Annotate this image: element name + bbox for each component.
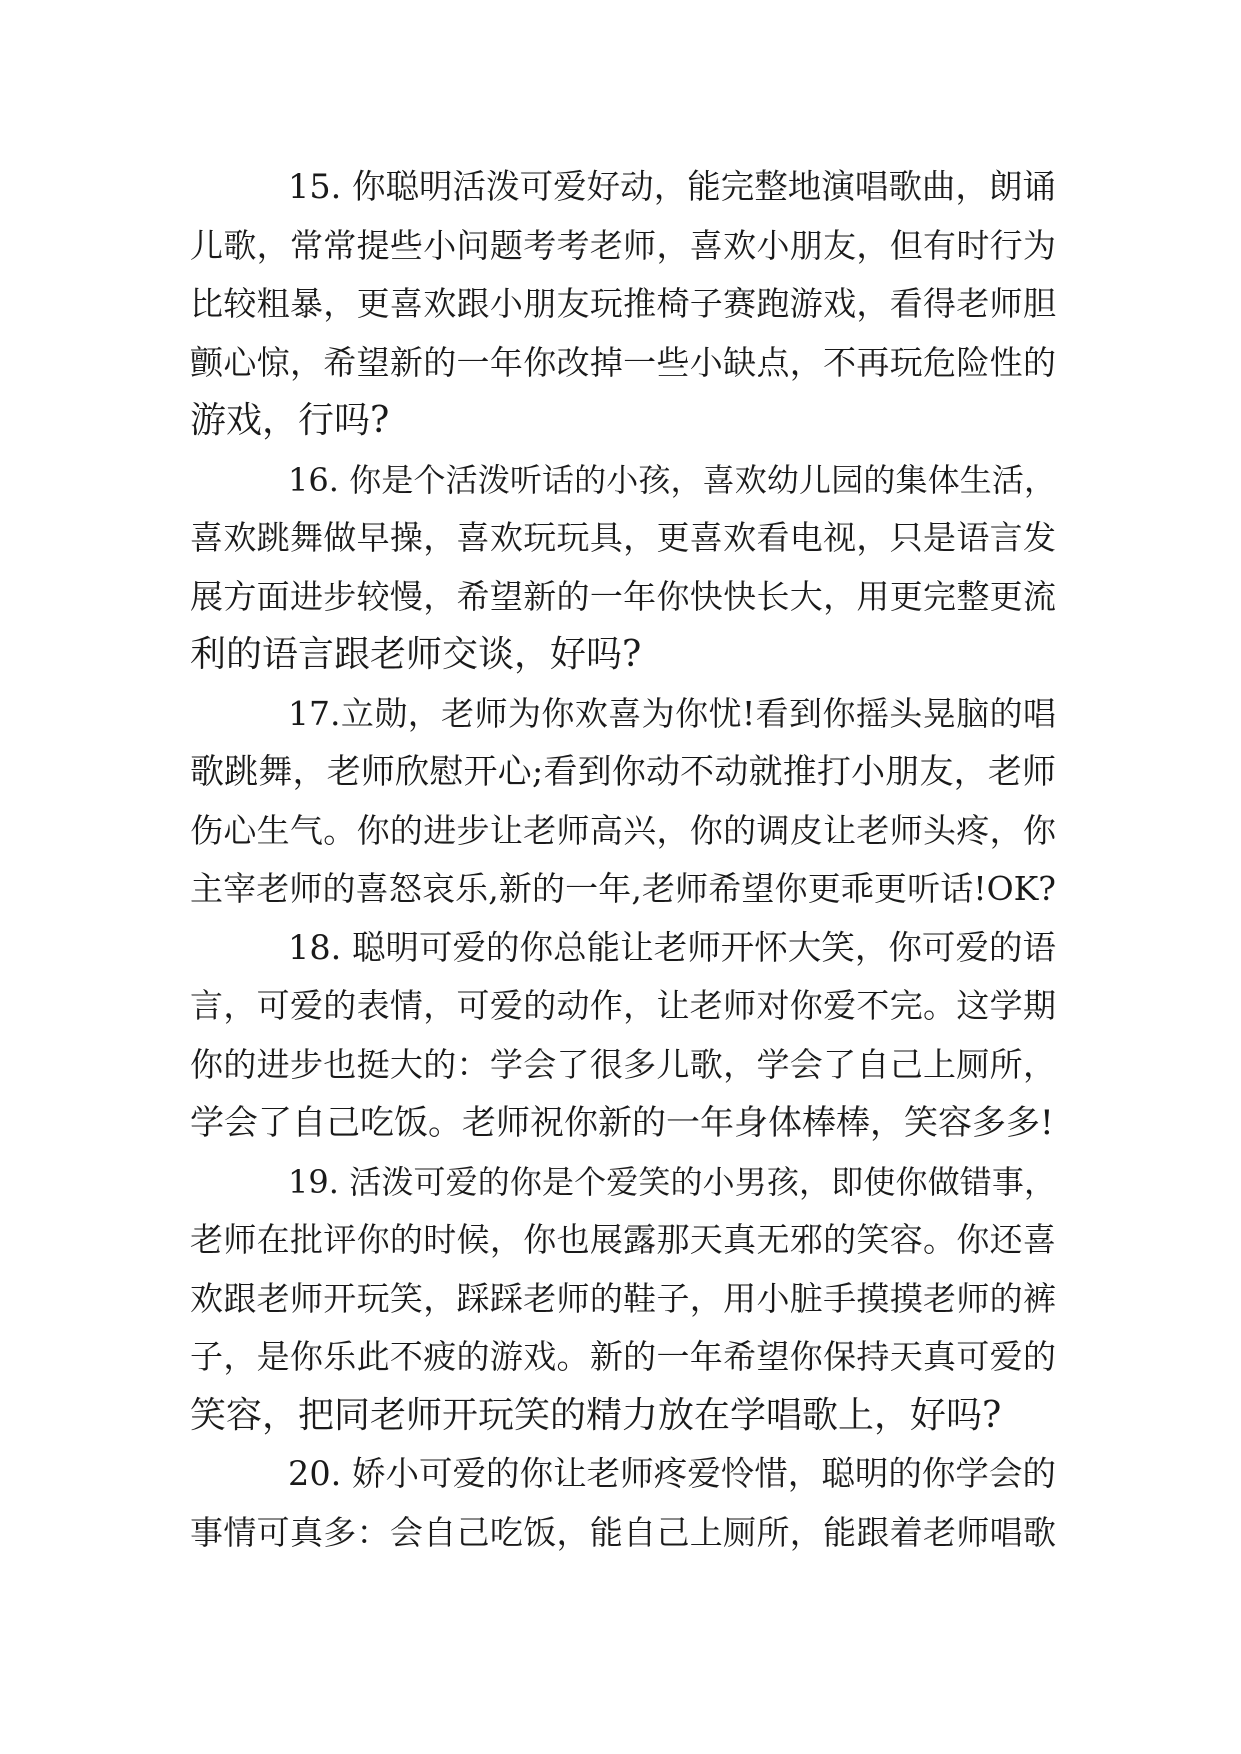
paragraph-18-line-3: 你的进步也挺大的：学会了很多儿歌，学会了自己上厕所， — [190, 1044, 1056, 1084]
document-body — [190, 158, 1056, 1562]
paragraph-19-line-5: 笑容，把同老师开玩笑的精力放在学唱歌上，好吗? — [190, 1394, 1002, 1436]
paragraph-18-line-4: 学会了自己吃饭。老师祝你新的一年身体棒棒，笑容多多! — [190, 1103, 1054, 1143]
paragraph-15-line-2: 儿歌，常常提些小问题考考老师，喜欢小朋友，但有时行为 — [190, 225, 1056, 265]
paragraph-16-line-4: 利的语言跟老师交谈，好吗? — [190, 634, 642, 675]
paragraph-15-line-3: 比较粗暴，更喜欢跟小朋友玩推椅子赛跑游戏，看得老师胆 — [190, 284, 1056, 323]
paragraph-15-line-5: 游戏，行吗? — [190, 400, 390, 441]
paragraph-19-line-4: 子，是你乐此不疲的游戏。新的一年希望你保持天真可爱的 — [190, 1337, 1056, 1376]
paragraph-20-line-1: 20. 娇小可爱的你让老师疼爱怜惜，聪明的你学会的 — [288, 1454, 1056, 1493]
paragraph-17-line-4: 主宰老师的喜怒哀乐,新的一年,老师希望你更乖更听话!OK? — [190, 869, 1056, 908]
paragraph-16-line-1: 16. 你是个活泼听话的小孩，喜欢幼儿园的集体生活， — [288, 460, 1056, 499]
paragraph-19-line-1: 19. 活泼可爱的你是个爱笑的小男孩，即使你做错事， — [288, 1162, 1056, 1201]
paragraph-15-line-1: 15. 你聪明活泼可爱好动，能完整地演唱歌曲，朗诵 — [288, 167, 1056, 206]
paragraph-19-line-2: 老师在批评你的时候，你也展露那天真无邪的笑容。你还喜 — [190, 1220, 1056, 1259]
paragraph-18-line-1: 18. 聪明可爱的你总能让老师开怀大笑，你可爱的语 — [288, 927, 1056, 967]
paragraph-16-line-3: 展方面进步较慢，希望新的一年你快快长大，用更完整更流 — [190, 576, 1056, 616]
paragraph-17-line-3: 伤心生气。你的进步让老师高兴，你的调皮让老师头疼，你 — [190, 810, 1056, 850]
paragraph-20-line-2: 事情可真多：会自己吃饭，能自己上厕所，能跟着老师唱歌 — [190, 1512, 1056, 1552]
paragraph-17-line-2: 歌跳舞，老师欣慰开心;看到你动不动就推打小朋友，老师 — [190, 752, 1056, 792]
paragraph-17-line-1: 17.立勋，老师为你欢喜为你忧!看到你摇头晃脑的唱 — [288, 693, 1056, 733]
paragraph-18-line-2: 言，可爱的表情，可爱的动作，让老师对你爱不完。这学期 — [190, 986, 1056, 1025]
paragraph-16-line-2: 喜欢跳舞做早操，喜欢玩玩具，更喜欢看电视，只是语言发 — [190, 518, 1056, 557]
paragraph-19-line-3: 欢跟老师开玩笑，踩踩老师的鞋子，用小脏手摸摸老师的裤 — [190, 1278, 1056, 1318]
paragraph-15-line-4: 颤心惊，希望新的一年你改掉一些小缺点，不再玩危险性的 — [190, 342, 1056, 382]
